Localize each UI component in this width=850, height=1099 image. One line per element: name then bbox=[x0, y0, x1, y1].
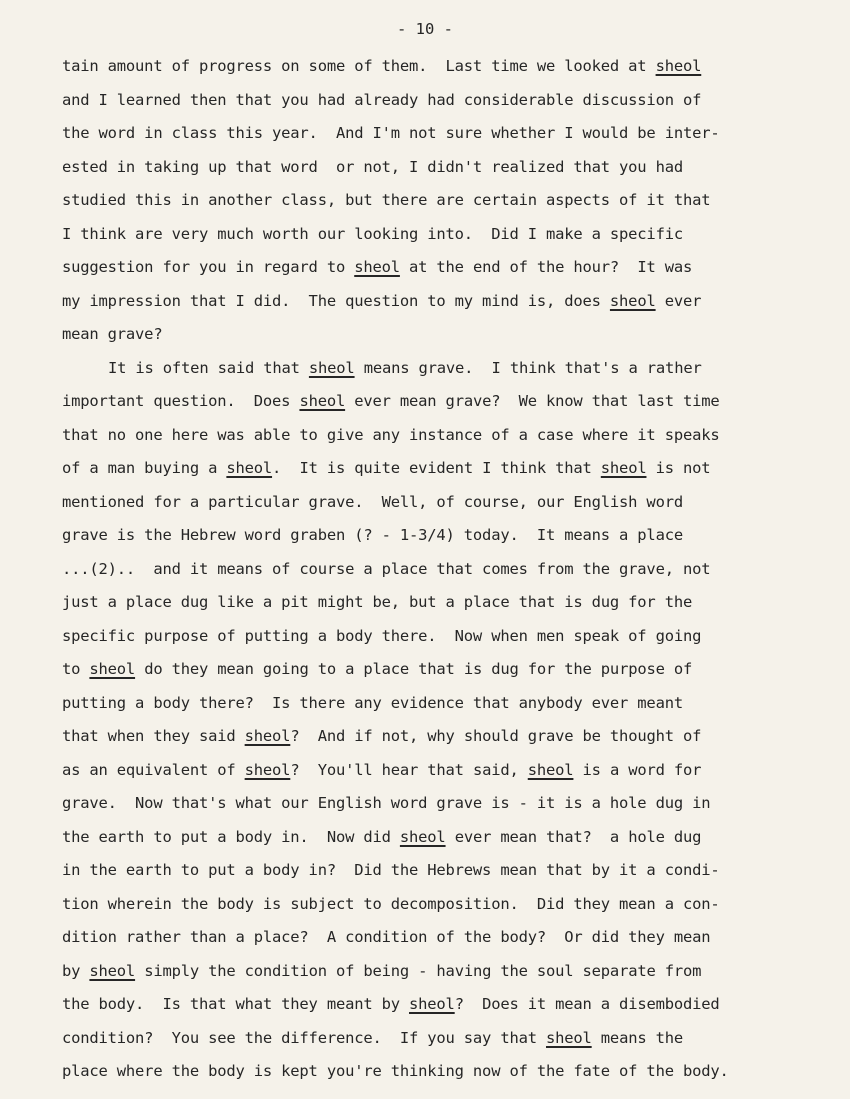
text-segment: that no one here was able to give any instance of a case where it speaks bbox=[62, 425, 720, 444]
underlined-term: sheol bbox=[226, 459, 273, 477]
text-segment: in the earth to put a body in? Did the Hebrews mean that by it a condi- bbox=[62, 861, 720, 879]
text-segment: place where the body is kept you're thinking now of the fate of the body. bbox=[62, 1062, 729, 1080]
text-segment: I think are very much worth our looking into. Did I make a specific bbox=[62, 224, 683, 243]
underlined-term: sheol bbox=[546, 1028, 592, 1047]
underlined-term: sheol bbox=[527, 760, 574, 779]
text-segment: is not bbox=[646, 459, 711, 477]
text-segment: ? You'll hear that said, bbox=[290, 760, 528, 779]
text-segment: ever mean grave? We know that last time bbox=[345, 392, 720, 410]
text-segment: ? And if not, why should grave be thought of bbox=[290, 727, 702, 745]
underlined-term: sheol bbox=[609, 291, 656, 310]
text-segment: grave is the Hebrew word graben (? - 1-3/4) today. It means a place bbox=[62, 526, 683, 544]
text-line bbox=[62, 854, 822, 888]
text-segment: and I learned then that you had already had considerable discussion of bbox=[62, 90, 702, 109]
text-line bbox=[62, 720, 822, 754]
text-line bbox=[62, 888, 822, 922]
text-line bbox=[62, 687, 822, 721]
text-segment: mean grave? bbox=[62, 325, 163, 343]
text-segment: putting a body there? Is there any evidence that anybody ever meant bbox=[62, 693, 683, 712]
underlined-term: sheol bbox=[600, 459, 647, 477]
text-segment: suggestion for you in regard to bbox=[62, 258, 355, 276]
text-line bbox=[62, 620, 822, 654]
text-segment: It is often said that bbox=[108, 358, 309, 377]
text-segment: simply the condition of being - having the soul separate from bbox=[135, 961, 702, 980]
text-segment: mentioned for a particular grave. Well, of course, our English word bbox=[62, 492, 683, 511]
text-segment: that when they said bbox=[62, 727, 245, 745]
text-line bbox=[62, 184, 822, 218]
text-segment: tain amount of progress on some of them. Last time we looked at bbox=[62, 57, 656, 75]
underlined-term: sheol bbox=[244, 727, 291, 745]
text-line bbox=[62, 921, 822, 955]
text-line bbox=[62, 586, 822, 620]
text-segment: ested in taking up that word or not, I didn't realized that you had bbox=[62, 157, 683, 176]
underlined-term: sheol bbox=[299, 392, 346, 410]
underlined-term: sheol bbox=[354, 258, 400, 276]
text-segment: important question. Does bbox=[62, 392, 300, 410]
text-line bbox=[62, 251, 822, 285]
text-line bbox=[62, 151, 822, 185]
text-line bbox=[62, 955, 822, 989]
text-segment: means grave. I think that's a rather bbox=[354, 358, 702, 377]
text-line bbox=[62, 50, 822, 84]
text-segment: as an equivalent of bbox=[62, 760, 245, 779]
text-line bbox=[62, 988, 822, 1022]
underlined-term: sheol bbox=[308, 358, 355, 377]
text-segment: at the end of the hour? It was bbox=[399, 258, 693, 276]
text-line bbox=[62, 754, 822, 788]
text-line bbox=[62, 218, 822, 252]
text-line bbox=[62, 486, 822, 520]
text-segment: do they mean going to a place that is dug for the purpose of bbox=[135, 660, 693, 678]
text-segment: ever bbox=[655, 291, 702, 310]
text-segment: grave. Now that's what our English word grave is - it is a hole dug in bbox=[62, 794, 711, 812]
text-line bbox=[62, 318, 822, 352]
transcript-body bbox=[62, 50, 822, 1089]
underlined-term: sheol bbox=[655, 57, 702, 75]
text-segment: . It is quite evident I think that bbox=[272, 459, 601, 477]
text-segment: the word in class this year. And I'm not sure whether I would be inter- bbox=[62, 124, 720, 142]
text-line bbox=[62, 553, 822, 587]
text-line bbox=[62, 285, 822, 319]
text-segment: ...(2).. and it means of course a place that comes from the grave, not bbox=[62, 559, 711, 578]
underlined-term: sheol bbox=[89, 660, 136, 678]
underlined-term: sheol bbox=[89, 961, 136, 980]
text-line bbox=[62, 821, 822, 855]
text-line bbox=[62, 1022, 822, 1056]
page-number: - 10 - bbox=[397, 20, 453, 38]
text-line bbox=[62, 1055, 822, 1089]
text-segment: by bbox=[62, 961, 90, 980]
underlined-term: sheol bbox=[399, 827, 446, 846]
text-segment: is a word for bbox=[573, 760, 702, 779]
text-segment: to bbox=[62, 660, 90, 678]
text-segment: my impression that I did. The question to my mind is, does bbox=[62, 291, 610, 310]
text-segment: ever mean that? a hole dug bbox=[445, 827, 702, 846]
text-segment: just a place dug like a pit might be, but a place that is dug for the bbox=[62, 593, 693, 611]
text-line bbox=[62, 385, 822, 419]
paragraph-start-line bbox=[62, 352, 822, 386]
text-segment: ? Does it mean a disembodied bbox=[454, 995, 720, 1013]
text-line bbox=[62, 653, 822, 687]
text-segment: dition rather than a place? A condition of the body? Or did they mean bbox=[62, 928, 711, 946]
text-line bbox=[62, 84, 822, 118]
text-line bbox=[62, 452, 822, 486]
text-segment: of a man buying a bbox=[62, 459, 227, 477]
text-segment: the earth to put a body in. Now did bbox=[62, 827, 400, 846]
text-line bbox=[62, 787, 822, 821]
text-segment: condition? You see the difference. If you say that bbox=[62, 1028, 546, 1047]
underlined-term: sheol bbox=[244, 760, 291, 779]
text-line bbox=[62, 419, 822, 453]
text-segment: specific purpose of putting a body there. Now when men speak of going bbox=[62, 626, 702, 645]
underlined-term: sheol bbox=[409, 995, 455, 1013]
text-segment: the body. Is that what they meant by bbox=[62, 995, 410, 1013]
text-segment: means the bbox=[591, 1028, 683, 1047]
text-line bbox=[62, 117, 822, 151]
text-line bbox=[62, 519, 822, 553]
text-segment: tion wherein the body is subject to decomposition. Did they mean a con- bbox=[62, 894, 720, 913]
text-segment: studied this in another class, but there are certain aspects of it that bbox=[62, 191, 711, 209]
